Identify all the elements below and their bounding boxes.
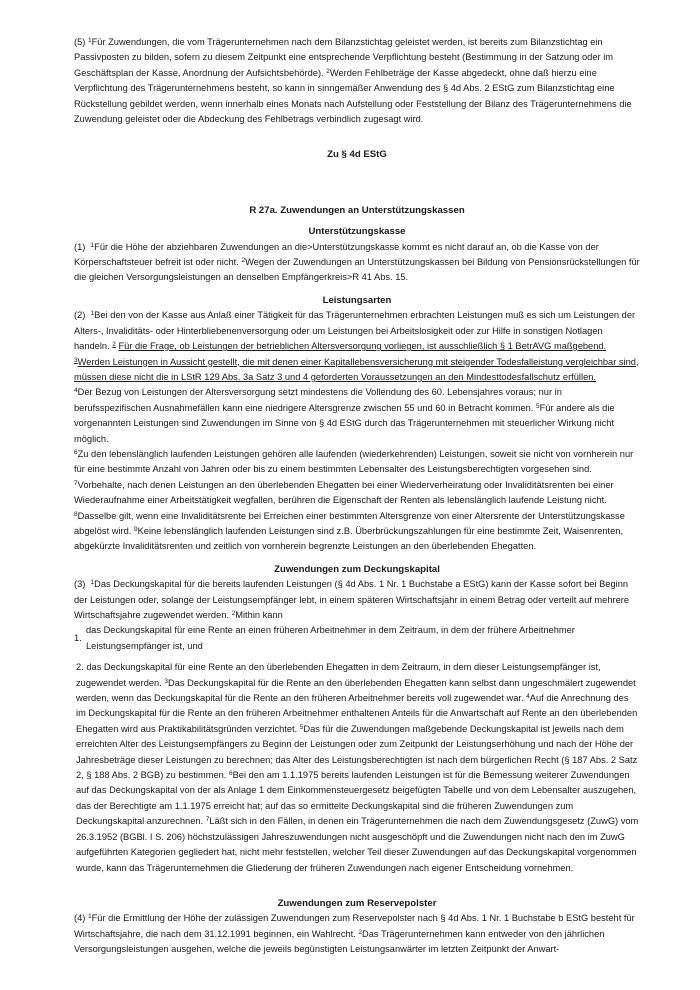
sentence-number: 2 bbox=[231, 610, 236, 617]
sentence-number: 1 bbox=[90, 579, 95, 587]
sentence-text: Dasselbe gilt, wenn eine Invaliditätsrente bei Erreichen einer bestimmten Altersgrenze von einer Altersrente der Unterstützungskasse abgelöst wird. bbox=[74, 510, 625, 536]
subheading-unterstuetzungskasse: Unterstützungskasse bbox=[308, 226, 406, 238]
list-item-1 bbox=[74, 623, 640, 654]
list-item-2 bbox=[74, 660, 640, 876]
sentence-number: 4 bbox=[526, 693, 530, 701]
subheading-deckungskapital: Zuwendungen zum Deckungskapital bbox=[274, 563, 440, 575]
section-heading-r27a: R 27a. Zuwendungen an Unterstützungskassen bbox=[249, 204, 465, 216]
sentence-number: 1 bbox=[90, 241, 95, 249]
sentence-number: 7 bbox=[74, 479, 78, 487]
sentence-number: 5 bbox=[536, 402, 540, 410]
subheading-reservepolster: Zuwendungen zum Reservepolster bbox=[277, 897, 437, 909]
sentence-number: 1 bbox=[87, 913, 92, 921]
sentence-number: 7 bbox=[205, 816, 210, 824]
sentence-text: Wegen der Zuwendungen an Unterstützungskassen bei Bildung von Pensionsrückstellungen für die gleichen Versorgungsleistungen an denselben Empfängerkreis>R 41 Abs. 15. bbox=[74, 257, 640, 283]
sentence-number: 1 bbox=[90, 310, 95, 318]
sentence-text: Läßt sich in den Fällen, in denen ein Trägerunternehmen die nach dem Zuwendungsgesetz (ZuwG) vom 26.3.1952 (BGBl. I S. 206) höchstzulässigen Jahreszuwendungen nicht ausgeschöpft und die Zuwendungen nicht nach den im ZuwG aufgeführten Kategorien gegliedert hat, nicht mehr feststellen, welcher Teil dieser Zuwendungen auf das Deckungskapital vorgenommen wurde, kann das Trägerunternehmen die Gliederung der früheren Zuwendungen nach eigener Entscheidung vornehmen. bbox=[76, 816, 639, 873]
sentence-text: Mithin kann bbox=[235, 610, 283, 620]
sentence-number: 3 bbox=[74, 356, 78, 364]
sentence-text: Das Deckungskapital für die Rente an den überlebenden Ehegatten kann selbst dann ungeschmälert zugewendet werden, wenn das Deckungskapital für die Rente an den früheren Arbeitnehmer bereits voll zugewendet war. bbox=[76, 677, 636, 704]
sentence-number: 8 bbox=[74, 510, 78, 518]
sentence-number: 2 bbox=[241, 257, 246, 265]
sentence-number: 5 bbox=[299, 723, 304, 731]
sentence-text: Keine lebenslänglich laufenden Leistungen sind z.B. Überbrückungszahlungen für eine bestimmte Zeit, Waisenrenten, abgekürzte Invaliditätsrenten und zeitlich von vornherein begrenzte Leistungen an den überlebenden Ehegatten. bbox=[74, 525, 624, 552]
sentence-text: Bei den von der Kasse aus Anlaß einer Tätigkeit für das Trägerunternehmen erbrachten Leistungen muß es sich um Leistungen der Alters-, Invaliditäts- oder Hinterbliebenenversorgung oder um Leistungen bei Arbeitslosigkeit oder zur Hilfe in sonstigen Notlagen handeln. bbox=[74, 310, 636, 352]
sentence-text: Zu den lebenslänglich laufenden Leistungen gehören alle laufenden (wiederkehrenden) Leistungen, soweit sie nicht von vornherein nur für eine bestimmte Anzahl von Jahren oder bis zu einem bestimmten Lebensalter des Leistungsberechtigten vorgesehen sind. bbox=[74, 448, 634, 475]
sentence-text: Das für die Zuwendungen maßgebende Deckungskapital ist jeweils nach dem erreichten Alter des Leistungsempfängers zu Beginn der Leistungen oder zum Zeitpunkt der Leistungserhöhung und nach der Höhe der Jahresbeträge dieser Leistungen zu berechnen; das Alter des Leistungsberechtigten ist nach dem bürgerlichen Recht (§ 187 Abs. 2 Satz 2, § 188 Abs. 2 BGB) zu bestimmen. bbox=[76, 723, 638, 781]
list-item-number: 2. bbox=[76, 662, 84, 673]
sentence-number: 6 bbox=[74, 448, 78, 456]
sentence-number: 1 bbox=[87, 37, 92, 44]
paragraph-4 bbox=[74, 911, 640, 957]
sentence-text: Vorbehalte, nach denen Leistungen an den überlebenden Ehegatten bei einer Wiederverheiratung oder Invaliditätsrenten bei einer Wiederaufnahme einer Arbeitstätigkeit wegfallen, berühren die Eigenschaft der Renten als lebenslänglich laufende Leistung nicht. bbox=[74, 479, 614, 506]
paragraph-3 bbox=[74, 577, 640, 623]
paragraph-number: (2) bbox=[74, 310, 86, 321]
paragraph-number: (5) bbox=[74, 37, 86, 47]
paragraph-number: (1) bbox=[74, 241, 86, 252]
sentence-text: Der Bezug von Leistungen der Altersversorgung setzt mindestens die Vollendung des 60. Lebensjahres voraus; nur in berufsspezifischen Ausnahmefällen kann eine niedrigere Altersgrenze zwischen 55 und 60 in Betracht kommen. bbox=[74, 387, 562, 413]
list-item-number: 1. bbox=[74, 633, 82, 644]
list-item-text: das Deckungskapital für eine Rente an den überlebenden Ehegatten in dem Zeitraum, in dem dieser Leistungsempfänger ist, zugewendet werden. bbox=[76, 662, 601, 688]
underlined-sentence-text: Werden Leistungen in Aussicht gestellt, die mit denen einer Kapitallebensversicherung mit steigender Todesfalleistung vergleichbar sind, müssen diese nicht die in LStR 129 Abs. 3a Satz 3 und 4 geforderten Voraussetzungen an den Mindesttodesfallschutz erfüllen. bbox=[74, 356, 639, 382]
sentence-text: Das Deckungskapital für die bereits laufenden Leistungen (§ 4d Abs. 1 Nr. 1 Buchstabe a EStG) kann der Kasse sofort bei Beginn der Leistungen oder, solange der Leistungsempfänger lebt, in einem späteren Wirtschaftsjahr in einem Betrag oder verteilt auf mehrere Wirtschaftsjahre zugewendet werden. bbox=[74, 579, 630, 620]
sentence-number: 2 bbox=[358, 928, 363, 936]
sentence-text: Werden Fehlbeträge der Kasse abgedeckt, ohne daß hierzu eine Verpflichtung des Trägerunternehmens besteht, so kann in sinngemäßer Anwendung des § 4d Abs. 2 EStG zum Bilanzstichtag eine Rückstellung gebildet werden, wenn innerhalb eines Monats nach Aufstellung oder Feststellung der Bilanz des Trägerunternehmens die Zuwendung geleistet oder die Abdeckung des Fehlbetrags verbindlich zugesagt wird. bbox=[74, 67, 632, 125]
paragraph-1 bbox=[74, 240, 640, 286]
sentence-number: 9 bbox=[133, 525, 138, 533]
sentence-text: Für die Ermittlung der Höhe der zulässigen Zuwendungen zum Reservepolster nach § 4d Abs. 1 Nr. 1 Buchstabe b EStG besteht für Wirtschaftsjahre, die nach dem 31.12.1991 beginnen, ein Wahlrecht. bbox=[74, 913, 635, 939]
sentence-number: 6 bbox=[228, 770, 233, 778]
sentence-text: Für andere als die vorgenannten Leistungen sind Zuwendungen im Sinne von § 4d EStG durch das Trägerunternehmen mit steuerlicher Wirkung nicht möglich. bbox=[74, 402, 615, 444]
list-item-text: das Deckungskapital für eine Rente an einen früheren Arbeitnehmer in dem Zeitraum, in dem der frühere Arbeitnehmer Leistungsempfänger ist, und bbox=[86, 625, 575, 651]
paragraph-2 bbox=[74, 308, 640, 555]
sentence-text: Auf die Anrechnung des im Deckungskapital für die Rente an den früheren Arbeitnehmer enthaltenen Anteils für die Anwartschaft auf Rente an den überlebenden Ehegatten wird aus Praktikabilitätsgründen verzichtet. bbox=[76, 693, 638, 734]
underlined-sentence-text: Für die Frage, ob Leistungen der betrieblichen Altersversorgung vorliegen, ist ausschließlich § 1 BetrAVG maßgebend. bbox=[118, 341, 607, 352]
sentence-number: 2 bbox=[326, 67, 330, 75]
sentence-number: 3 bbox=[164, 677, 169, 685]
sentence-text: Für Zuwendungen, die vom Trägerunternehmen nach dem Bilanzstichtag geleistet werden, ist bereits zum Bilanzstichtag ein Passivposten zu bilden, sofern zu diesem Zeitpunkt eine entsprechende Verpflichtung besteht (Bestimmung in der Satzung oder im Geschäftsplan der Kasse, Anordnung der Aufsichtsbehörde). bbox=[74, 37, 614, 78]
paragraph-number: (3) bbox=[74, 579, 86, 590]
paragraph-5 bbox=[74, 35, 640, 127]
sentence-text: Für die Höhe der abziehbaren Zuwendungen an die>Unterstützungskasse kommt es nicht darauf an, ob die Kasse von der Körperschaftsteuer befreit ist oder nicht. bbox=[74, 241, 599, 268]
sentence-text: Das Trägerunternehmen kann entweder von den jährlichen Versorgungsleistungen ausgehen, welche die jeweils begünstigten Leistungsanwärter im letzten Zeitpunkt der Anwart- bbox=[74, 928, 605, 955]
sentence-number: 2 bbox=[112, 341, 116, 349]
section-heading-zu-4d: Zu § 4d EStG bbox=[327, 149, 387, 161]
sentence-number: 4 bbox=[74, 387, 78, 395]
sentence-text: Bei den am 1.1.1975 bereits laufenden Leistungen ist für die Bemessung weiterer Zuwendungen auf das Deckungskapital von der als Anlage 1 dem Einkommensteuergesetz beigefügten Tabelle und von dem Lebensalter auszugehen, das der Berechtigte am 1.1.1975 erreicht hat; auf das so ermittelte Deckungskapital sind die früheren Zuwendungen zum Deckungskapital anzurechnen. bbox=[76, 770, 637, 827]
subheading-leistungsarten: Leistungsarten bbox=[322, 294, 392, 306]
paragraph-number: (4) bbox=[74, 913, 86, 924]
